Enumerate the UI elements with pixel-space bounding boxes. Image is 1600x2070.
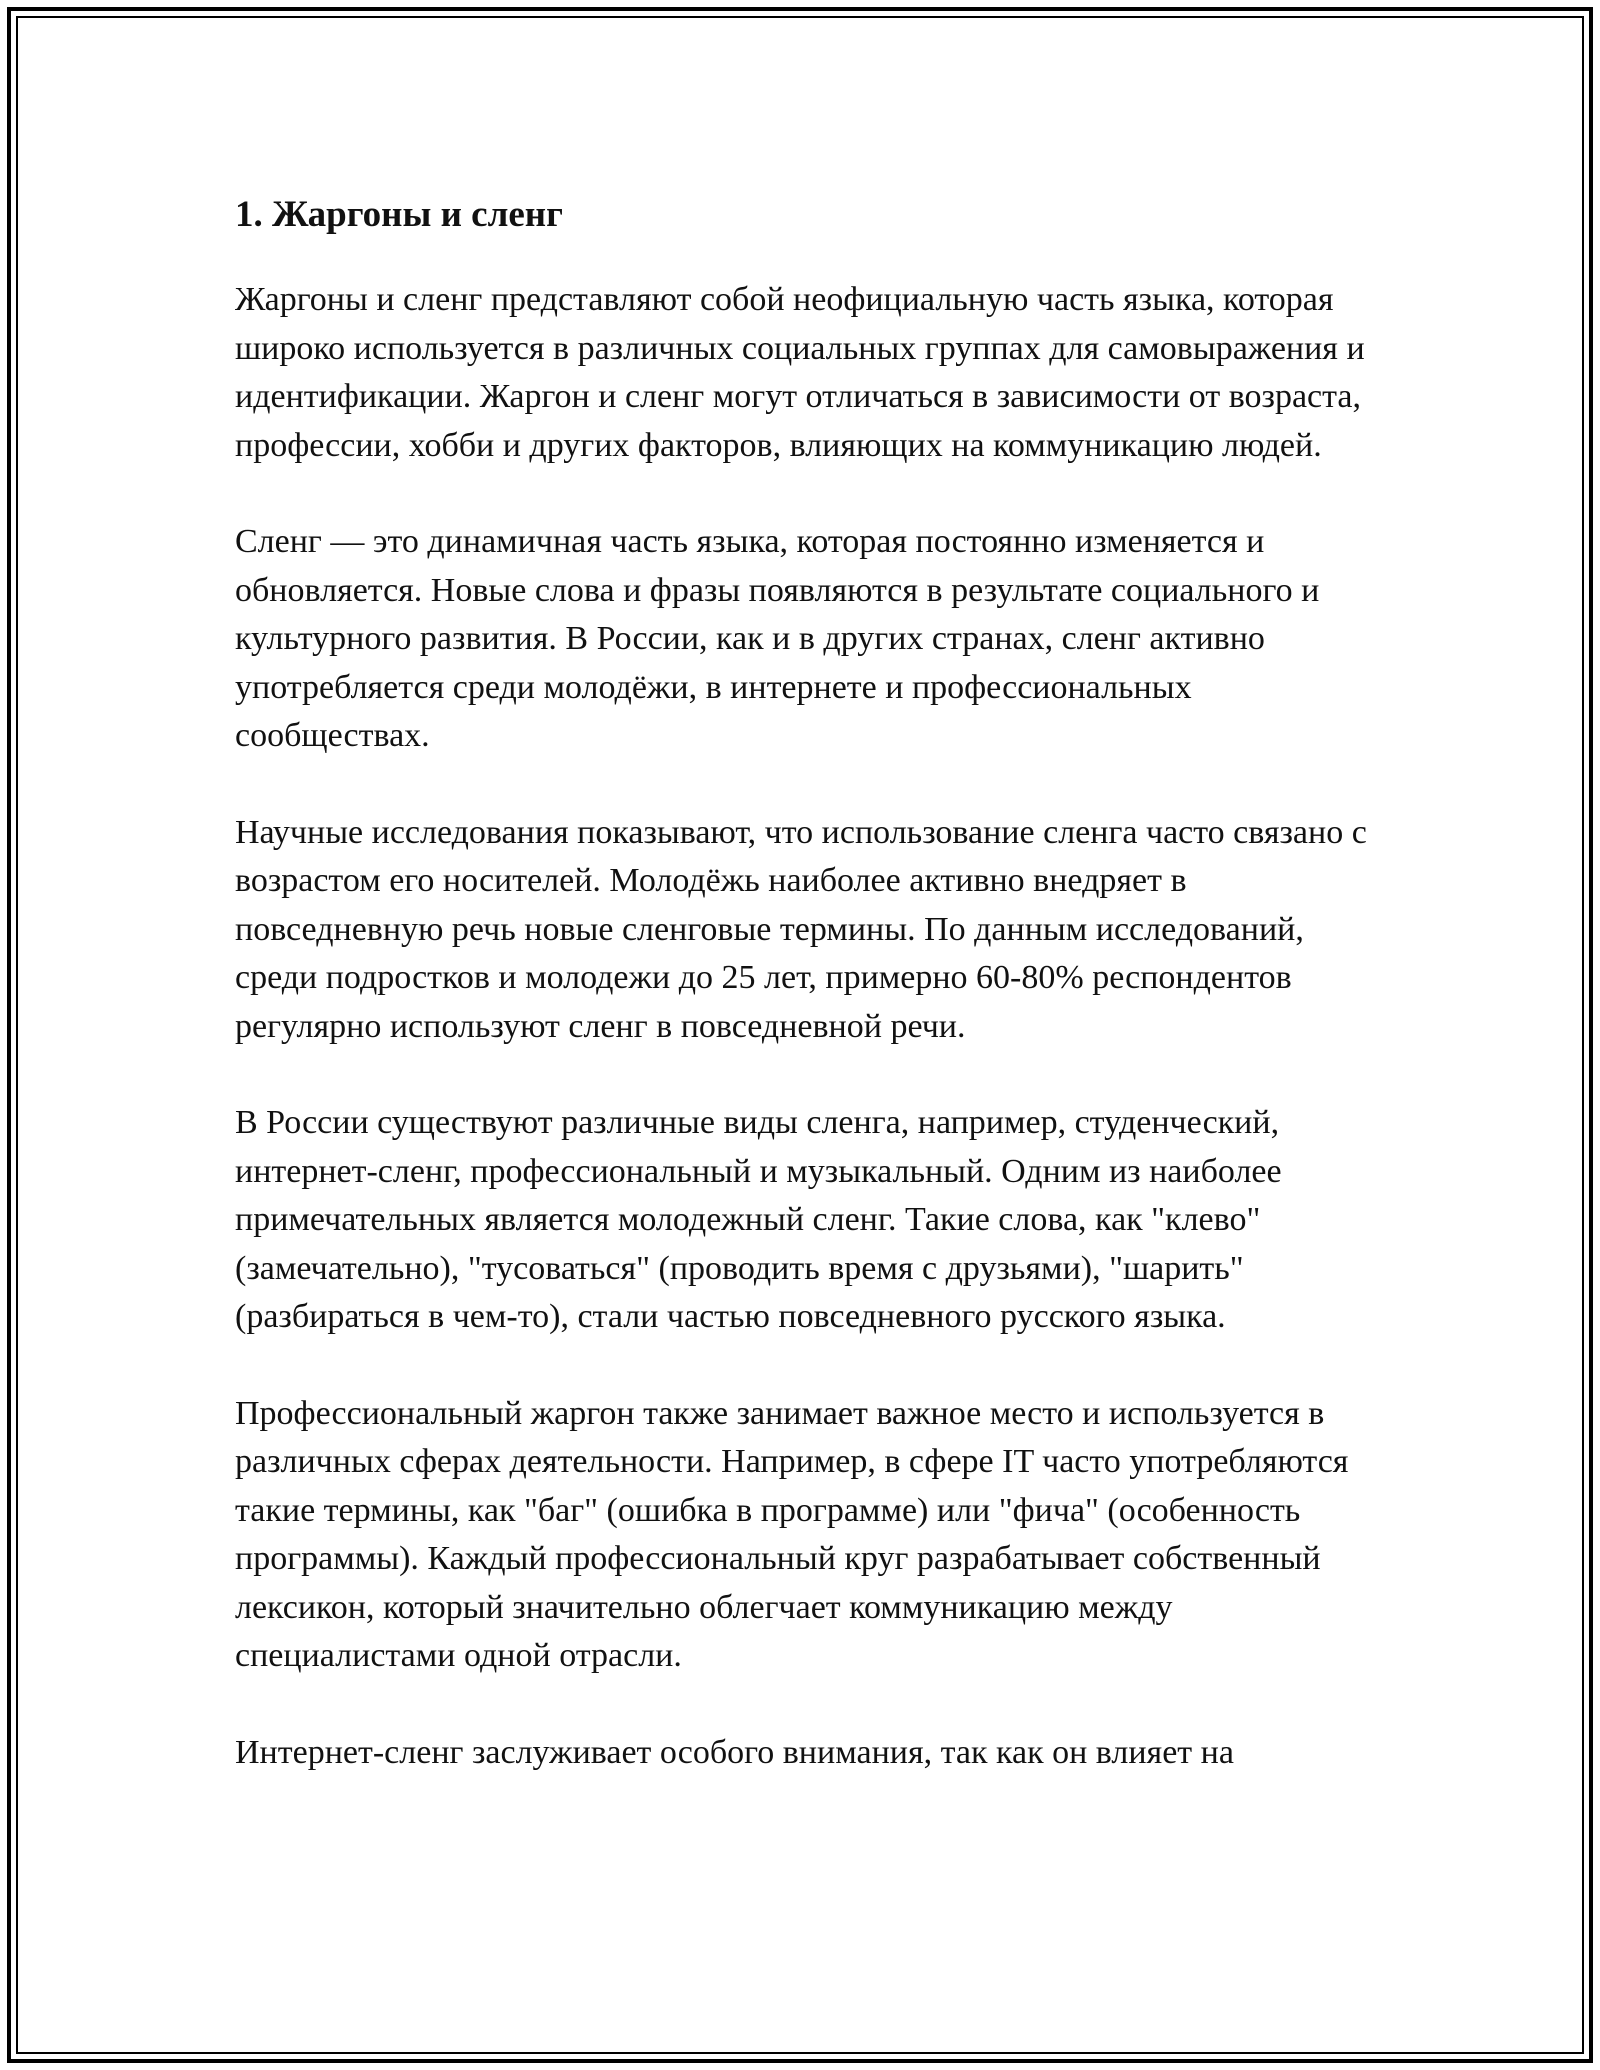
- document-body: [235, 190, 1385, 1825]
- section-heading: 1. Жаргоны и сленг: [235, 194, 563, 235]
- paragraph-6: Интернет-сленг заслуживает особого внимания, так как он влияет на: [235, 1733, 1234, 1771]
- paragraph-1: Жаргоны и сленг представляют собой неофициальную часть языка, которая широко используется в различных социальных группах для самовыражения и идентификации. Жаргон и сленг могут отличаться в зависимости от возраста, профессии, хобби и других факторов, влияющих на коммуникацию людей.: [235, 281, 1365, 464]
- paragraph-3: Научные исследования показывают, что использование сленга часто связано с возрастом его носителей. Молодёжь наиболее активно внедряет в повседневную речь новые сленговые термины. По данным исследований, среди подростков и молодежи до 25 лет, примерно 60-80% респондентов регулярно используют сленг в повседневной речи.: [235, 813, 1367, 1045]
- paragraph-2: Сленг — это динамичная часть языка, которая постоянно изменяется и обновляется. Новые слова и фразы появляются в результате социального и культурного развития. В России, как и в других странах, сленг активно употребляется среди молодёжи, в интернете и профессиональных сообществах.: [235, 523, 1320, 754]
- paragraph-5: Профессиональный жаргон также занимает важное место и используется в различных сферах деятельности. Например, в сфере IT часто употребляются такие термины, как "баг" (ошибка в программе) или "фича" (особенность программы). Каждый профессиональный круг разрабатывает собственный лексикон, который значительно облегчает коммуникацию между специалистами одной отрасли.: [235, 1394, 1349, 1674]
- paragraph-4: В России существуют различные виды сленга, например, студенческий, интернет-сленг, профессиональный и музыкальный. Одним из наиболее примечательных является молодежный сленг. Такие слова, как "клево" (замечательно), "тусоваться" (проводить время с друзьями), "шарить" (разбираться в чем-то), стали частью повседневного русского языка.: [235, 1104, 1282, 1335]
